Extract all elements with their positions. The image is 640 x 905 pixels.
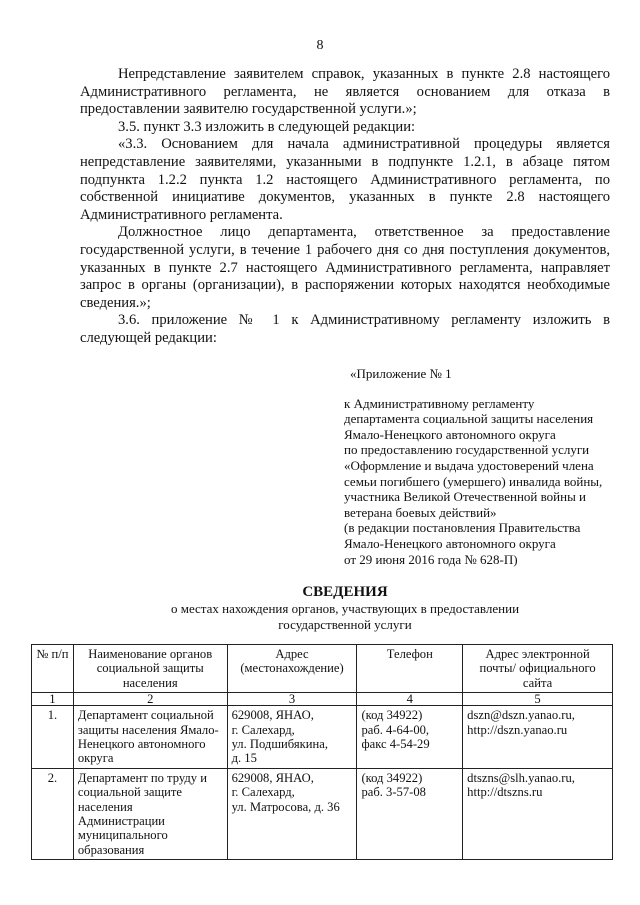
appendix-line: департамента социальной защиты населения bbox=[344, 411, 594, 427]
agency-phone: (код 34922) раб. 4-64-00, факс 4-54-29 bbox=[357, 706, 463, 769]
table-header-row bbox=[32, 645, 613, 693]
row-number: 1. bbox=[32, 706, 74, 769]
appendix-block bbox=[344, 366, 624, 567]
appendix-title: «Приложение № 1 bbox=[350, 366, 452, 381]
row-number: 2. bbox=[32, 768, 74, 859]
paragraph: 3.5. пункт 3.3 изложить в следующей редакции: bbox=[118, 118, 416, 135]
column-number: 4 bbox=[357, 693, 463, 706]
agency-name: Департамент социальной защиты населения Ямало-Ненецкого автономного округа bbox=[73, 706, 227, 769]
paragraph: Должностное лицо департамента, ответственное за предоставление государственной услуги, в течение 1 рабочего дня со дня поступления документов, указанных в пункте 2.7 настоящего Административного регламента, направляет запрос в органы (организации), в распоряжении которых находятся необходимые сведения.»; bbox=[80, 224, 610, 311]
appendix-line: участника Великой Отечественной войны и bbox=[344, 489, 587, 505]
agency-email[interactable]: dtszns@slh.yanao.ru, http://dtszns.ru bbox=[463, 768, 613, 859]
appendix-line: Ямало-Ненецкого автономного округа bbox=[344, 426, 556, 442]
appendix-line: ветерана боевых действий» bbox=[344, 504, 497, 520]
column-number: 1 bbox=[32, 693, 74, 706]
appendix-line: «Оформление и выдача удостоверений члена bbox=[344, 457, 594, 473]
header-number: № п/п bbox=[32, 645, 74, 693]
column-number: 5 bbox=[463, 693, 613, 706]
heading-subtitle: о местах нахождения органов, участвующих в предоставлении bbox=[170, 601, 520, 616]
appendix-line: (в редакции постановления Правительства bbox=[344, 520, 581, 536]
agency-name: Департамент по труду и социальной защите населения Администрации муниципального образования bbox=[73, 768, 227, 859]
appendix-line: по предоставлению государственной услуги bbox=[344, 442, 590, 458]
page-number: 8 bbox=[316, 38, 324, 53]
header-agency-name: Наименование органов социальной защиты населения bbox=[73, 645, 227, 693]
paragraph: Непредставление заявителем справок, указанных в пункте 2.8 настоящего Административного регламента, не является основанием для отказа в предоставлении заявителю государственной услуги.»; bbox=[80, 66, 610, 118]
heading-subtitle: государственной услуги bbox=[278, 616, 412, 632]
body-text bbox=[80, 66, 610, 348]
table-row bbox=[32, 706, 613, 769]
paragraph: «3.3. Основанием для начала административной процедуры является непредставление заявителями, указанными в подпункте 1.2.1, в абзаце пятом подпункта 1.2.2 пункта 1.2 настоящего Административного регламента, по собственной инициативе документов, указанных в пункте 2.8 настоящего Административного регламента. bbox=[80, 136, 610, 223]
paragraph: 3.6. приложение № 1 к Административному регламенту изложить в следующей редакции: bbox=[80, 312, 610, 346]
agencies-table bbox=[31, 644, 613, 860]
agency-address: 629008, ЯНАО, г. Салехард, ул. Подшибякина, д. 15 bbox=[227, 706, 357, 769]
appendix-line: семьи погибшего (умершего) инвалида войны, bbox=[344, 473, 603, 489]
column-number-row bbox=[32, 693, 613, 706]
agency-email[interactable]: dszn@dszn.yanao.ru, http://dszn.yanao.ru bbox=[463, 706, 613, 769]
agency-address: 629008, ЯНАО, г. Салехард, ул. Матросова, д. 36 bbox=[227, 768, 357, 859]
agency-phone: (код 34922) раб. 3-57-08 bbox=[357, 768, 463, 859]
header-address: Адрес (местонахождение) bbox=[227, 645, 357, 693]
appendix-line: Ямало-Ненецкого автономного округа bbox=[344, 535, 556, 551]
appendix-line: к Административному регламенту bbox=[344, 395, 535, 411]
section-heading bbox=[80, 584, 610, 632]
heading-title: СВЕДЕНИЯ bbox=[302, 584, 388, 600]
column-number: 3 bbox=[227, 693, 357, 706]
header-email-site: Адрес электронной почты/ официального сайта bbox=[463, 645, 613, 693]
appendix-line: от 29 июня 2016 года № 628-П) bbox=[344, 551, 518, 567]
header-phone: Телефон bbox=[357, 645, 463, 693]
column-number: 2 bbox=[73, 693, 227, 706]
table-row bbox=[32, 768, 613, 859]
